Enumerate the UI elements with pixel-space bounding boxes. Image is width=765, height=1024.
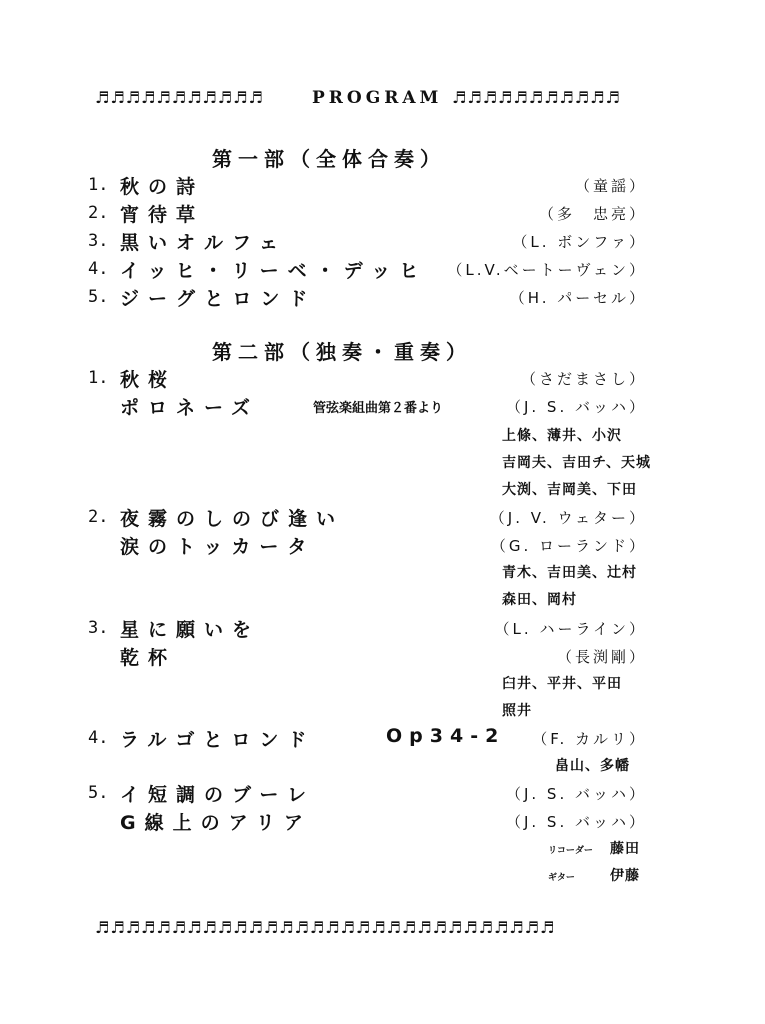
part1-item-composer: （L. ボンファ） xyxy=(512,233,647,251)
part1-item-composer: （童謡） xyxy=(574,177,647,195)
part2-item-number: 3. xyxy=(88,618,109,638)
part2-item-number: 2. xyxy=(88,507,109,527)
performer-line: 上條、薄井、小沢 xyxy=(502,428,622,444)
performer-line: 青木、吉田美、辻村 xyxy=(502,565,637,581)
piece-composer: （J. S. バッハ） xyxy=(505,398,647,416)
piece-composer: （さだまさし） xyxy=(520,370,647,388)
performer-line: 臼井、平井、平田 xyxy=(502,676,622,692)
piece-composer: （長渕剛） xyxy=(556,648,647,666)
piece-title: 乾杯 xyxy=(120,647,177,669)
part1-item-number: 3. xyxy=(88,231,109,251)
performer-line: 藤田 xyxy=(610,841,640,857)
piece-title: ラルゴとロンド xyxy=(120,729,316,751)
piece-note: 管弦楽組曲第２番より xyxy=(313,401,444,416)
footer-notes: ♬♬♬♬♬♬♬♬♬♬♬♬♬♬♬♬♬♬♬♬♬♬♬♬♬♬♬♬♬♬ xyxy=(95,918,556,937)
part2-item-number: 1. xyxy=(88,368,109,388)
part1-item-composer: （H. パーセル） xyxy=(509,289,647,307)
part1-item-number: 5. xyxy=(88,287,109,307)
program-title: PROGRAM xyxy=(312,88,443,108)
piece-composer: （G. ローランド） xyxy=(490,537,647,555)
piece-composer: （J. S. バッハ） xyxy=(505,785,647,803)
piece-opus: Op34-2 xyxy=(386,725,506,747)
piece-title: 涙のトッカータ xyxy=(120,536,316,558)
part1-item-number: 2. xyxy=(88,203,109,223)
piece-title: G線上のアリア xyxy=(120,812,312,834)
header-notes-right: ♬♬♬♬♬♬♬♬♬♬♬ xyxy=(452,88,621,107)
performer-line: 照井 xyxy=(502,703,532,719)
part1-item-composer: （多 忠亮） xyxy=(538,205,647,223)
performer-line: 大渕、吉岡美、下田 xyxy=(502,482,637,498)
part1-item-title: 宵待草 xyxy=(120,204,205,226)
part1-item-composer: （L.V.ベートーヴェン） xyxy=(447,261,647,279)
piece-title: 秋桜 xyxy=(120,369,177,391)
piece-title: ポロネーズ xyxy=(120,397,260,419)
instrument-label: ギター xyxy=(548,873,575,883)
piece-composer: （J. S. バッハ） xyxy=(505,813,647,831)
part1-heading: 第一部（全体合奏） xyxy=(212,147,446,171)
performer-line: 森田、岡村 xyxy=(502,592,577,608)
part1-item-title: ジーグとロンド xyxy=(120,288,317,310)
part1-item-title: 黒いオルフェ xyxy=(120,232,288,254)
part1-item-number: 4. xyxy=(88,259,109,279)
part2-item-number: 4. xyxy=(88,728,109,748)
performer-line: 畠山、多幡 xyxy=(555,758,630,774)
piece-title: イ短調のブーレ xyxy=(120,784,316,806)
piece-composer: （F. カルリ） xyxy=(532,730,647,748)
piece-composer: （L. ハーライン） xyxy=(494,620,647,638)
part1-item-number: 1. xyxy=(88,175,109,195)
piece-title: 夜霧のしのび逢い xyxy=(120,508,345,530)
performer-line: 吉岡夫、吉田チ、天城 xyxy=(502,455,652,471)
piece-title: 星に願いを xyxy=(120,619,261,641)
part2-heading: 第二部（独奏・重奏） xyxy=(212,340,472,364)
performer-line: 伊藤 xyxy=(610,868,640,884)
part1-item-title: 秋の詩 xyxy=(120,176,205,198)
piece-composer: （J. V. ウェター） xyxy=(489,509,647,527)
part1-item-title: イッヒ・リーベ・デッヒ xyxy=(120,260,428,282)
part2-item-number: 5. xyxy=(88,783,109,803)
instrument-label: リコーダー xyxy=(548,846,593,856)
header-notes-left: ♬♬♬♬♬♬♬♬♬♬♬ xyxy=(95,88,264,107)
